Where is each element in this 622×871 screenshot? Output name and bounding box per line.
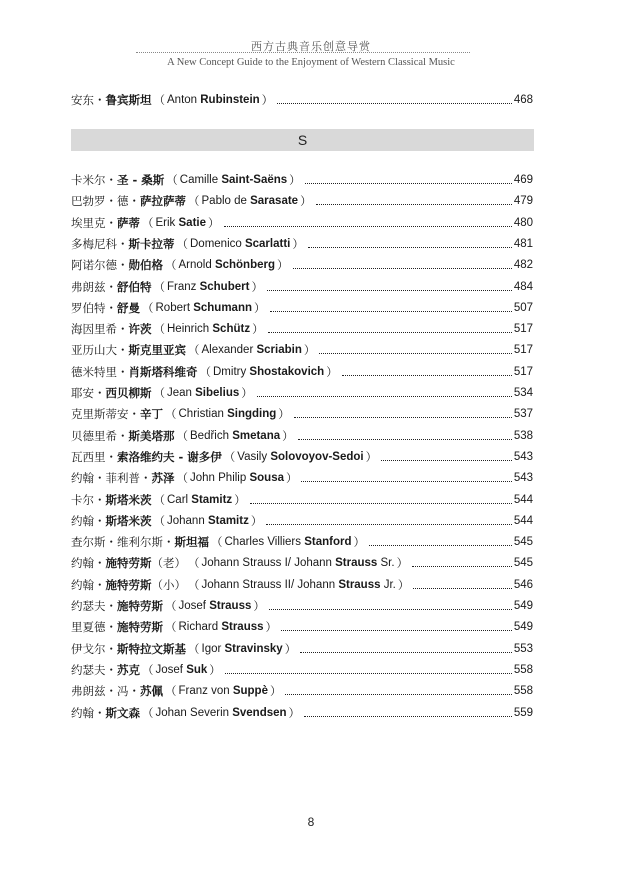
composer-name-english: Pablo de Sarasate <box>201 195 299 207</box>
dot-leader <box>381 460 512 461</box>
open-paren: （ <box>165 684 177 698</box>
page-reference: 517 <box>513 366 533 378</box>
composer-name-chinese: 耶安・西贝柳斯 <box>71 386 152 400</box>
close-paren: ） <box>365 450 378 464</box>
section-letter: S <box>297 132 308 148</box>
composer-name-english: John Philip Sousa <box>190 472 284 484</box>
composer-name-english: Bedřich Smetana <box>190 430 281 442</box>
index-entry[interactable] <box>71 555 533 571</box>
page-reference: 546 <box>513 579 533 591</box>
dot-leader <box>369 545 512 546</box>
composer-name-english: Camille Saint-Saëns <box>179 174 288 186</box>
dot-leader <box>305 183 512 184</box>
composer-name-chinese: 弗朗兹・冯・苏佩 <box>71 684 163 698</box>
index-entry[interactable] <box>71 364 533 380</box>
composer-name-chinese: 阿诺尔德・勋伯格 <box>71 258 163 272</box>
open-paren: （ <box>176 471 188 485</box>
dot-leader <box>225 673 512 674</box>
composer-name-chinese: 德米特里・肖斯塔科维奇 <box>71 365 198 379</box>
page-reference: 545 <box>513 557 533 569</box>
dot-leader <box>298 439 512 440</box>
index-entry[interactable] <box>71 406 533 422</box>
composer-name-english: Josef Strauss <box>178 600 252 612</box>
close-paren: ） <box>208 216 220 230</box>
composer-name-english: Franz Schubert <box>167 281 250 293</box>
composer-name-chinese: 约瑟夫・苏克 <box>71 663 140 677</box>
open-paren: （ <box>142 301 154 315</box>
close-paren: ） <box>396 556 409 570</box>
page-reference: 544 <box>513 494 533 506</box>
composer-name-chinese: 瓦西里・索洛维约夫 - 谢多伊 <box>71 450 222 464</box>
index-entry[interactable] <box>71 342 533 358</box>
open-paren: （ <box>188 642 200 656</box>
dot-leader <box>412 566 512 567</box>
composer-name-chinese: 卡尔・斯塔米茨 <box>71 493 152 507</box>
close-paren: ） <box>300 194 312 208</box>
page-reference: 468 <box>513 94 533 106</box>
dot-leader <box>257 396 512 397</box>
composer-name-english: Johann Strauss I/ Johann Strauss Sr. <box>201 557 395 569</box>
page-reference: 484 <box>513 281 533 293</box>
dot-leader <box>224 226 512 227</box>
page-reference: 545 <box>513 536 533 548</box>
open-paren: （ <box>211 535 223 549</box>
open-paren: （ <box>142 663 154 677</box>
index-entry[interactable] <box>71 385 533 401</box>
page-reference: 549 <box>513 600 533 612</box>
close-paren: ） <box>265 620 278 634</box>
open-paren: （ <box>153 280 165 294</box>
composer-name-chinese: 罗伯特・舒曼 <box>71 301 140 315</box>
dot-leader <box>300 652 512 653</box>
dot-leader <box>270 311 512 312</box>
close-paren: ） <box>397 578 410 592</box>
close-paren: ） <box>251 280 263 294</box>
dot-leader <box>281 630 512 631</box>
composer-name-chinese: 查尔斯・维利尔斯・斯坦福 <box>71 535 209 549</box>
composer-name-chinese: 约翰・菲利普・苏泽 <box>71 471 175 485</box>
index-entry[interactable] <box>71 577 533 593</box>
composer-name-chinese: 卡米尔・圣 - 桑斯 <box>71 173 165 187</box>
page-reference: 544 <box>513 515 533 527</box>
page-reference: 549 <box>513 621 533 633</box>
close-paren: ） <box>289 173 301 187</box>
composer-name-english: Alexander Scriabin <box>201 344 302 356</box>
open-paren: （ <box>188 556 200 570</box>
page-reference: 537 <box>513 408 533 420</box>
close-paren: ） <box>303 343 316 357</box>
close-paren: ） <box>250 514 263 528</box>
page-reference: 559 <box>513 707 533 719</box>
composer-name-chinese: 贝德里希・斯美塔那 <box>71 429 175 443</box>
section-letter-bar <box>71 129 534 151</box>
composer-name-chinese: 约翰・斯文森 <box>71 706 140 720</box>
dot-leader <box>293 268 512 269</box>
index-entry[interactable] <box>71 534 533 550</box>
index-entry[interactable] <box>71 619 533 635</box>
page-reference: 469 <box>513 174 533 186</box>
open-paren: （ <box>166 173 178 187</box>
page-reference: 507 <box>513 302 533 314</box>
page-reference: 479 <box>513 195 533 207</box>
close-paren: ） <box>234 493 246 507</box>
index-entry[interactable] <box>71 92 533 108</box>
close-paren: ） <box>292 237 304 251</box>
page-reference: 517 <box>513 323 533 335</box>
dot-leader <box>269 609 512 610</box>
index-entry[interactable] <box>71 236 533 252</box>
dot-leader <box>319 353 511 354</box>
open-paren: （ <box>188 194 200 208</box>
index-entry[interactable] <box>71 470 533 486</box>
composer-name-chinese: 约翰・斯塔米茨 <box>71 514 152 528</box>
composer-name-chinese: 多梅尼科・斯卡拉蒂 <box>71 237 175 251</box>
index-entry[interactable] <box>71 279 533 295</box>
open-paren: （ <box>176 237 188 251</box>
dot-leader <box>250 503 512 504</box>
open-paren: （ <box>188 578 200 592</box>
index-entry[interactable] <box>71 321 533 337</box>
index-entry[interactable] <box>71 449 533 465</box>
page-reference: 481 <box>513 238 533 250</box>
open-paren: （ <box>153 493 165 507</box>
close-paren: ） <box>326 365 338 379</box>
page-reference: 480 <box>513 217 533 229</box>
index-entry[interactable] <box>71 257 533 273</box>
close-paren: ） <box>282 429 294 443</box>
running-header-english: A New Concept Guide to the Enjoyment of Western Classical Music <box>167 57 455 68</box>
page-reference: 543 <box>513 451 533 463</box>
composer-name-english: Richard Strauss <box>178 621 264 633</box>
page-reference: 553 <box>513 643 533 655</box>
composer-name-english: Franz von Suppè <box>178 685 268 697</box>
page-reference: 534 <box>513 387 533 399</box>
dot-leader <box>267 290 512 291</box>
close-paren: ） <box>261 93 274 107</box>
close-paren: ） <box>278 407 290 421</box>
composer-name-chinese: 巴勃罗・德・萨拉萨蒂 <box>71 194 186 208</box>
running-header-chinese: 西方古典音乐创意导赏 <box>251 40 371 53</box>
composer-name-chinese: 安东・鲁宾斯坦 <box>71 93 152 107</box>
composer-name-english: Anton Rubinstein <box>167 94 260 106</box>
dot-leader <box>308 247 512 248</box>
index-entry[interactable] <box>71 215 533 231</box>
open-paren: （ <box>176 429 188 443</box>
page-reference: 538 <box>513 430 533 442</box>
composer-name-chinese: 埃里克・萨蒂 <box>71 216 140 230</box>
open-paren: （ <box>165 258 177 272</box>
index-entry[interactable] <box>71 300 533 316</box>
index-entry[interactable] <box>71 598 533 614</box>
dot-leader <box>294 417 512 418</box>
composer-name-chinese: 约翰・施特劳斯（小） <box>71 578 186 592</box>
composer-name-english: Johann Stamitz <box>167 515 249 527</box>
index-entry[interactable] <box>71 662 533 678</box>
close-paren: ） <box>284 642 297 656</box>
composer-name-english: Dmitry Shostakovich <box>213 366 325 378</box>
page-reference: 517 <box>513 344 533 356</box>
open-paren: （ <box>165 620 177 634</box>
index-entry[interactable] <box>71 193 533 209</box>
close-paren: ） <box>353 535 365 549</box>
composer-name-chinese: 克里斯蒂安・辛丁 <box>71 407 163 421</box>
dot-leader <box>266 524 511 525</box>
close-paren: ） <box>269 684 282 698</box>
page-reference: 558 <box>513 664 533 676</box>
page-reference: 558 <box>513 685 533 697</box>
composer-name-chinese: 弗朗兹・舒伯特 <box>71 280 152 294</box>
dot-leader <box>304 716 512 717</box>
index-entry[interactable] <box>71 705 533 721</box>
composer-name-english: Robert Schumann <box>155 302 253 314</box>
composer-name-chinese: 海因里希・许茨 <box>71 322 152 336</box>
dot-leader <box>413 588 511 589</box>
composer-name-english: Igor Stravinsky <box>201 643 283 655</box>
close-paren: ） <box>241 386 253 400</box>
composer-name-chinese: 里夏德・施特劳斯 <box>71 620 163 634</box>
open-paren: （ <box>223 450 236 464</box>
composer-name-english: Josef Suk <box>155 664 208 676</box>
composer-name-english: Erik Satie <box>155 217 206 229</box>
composer-name-chinese: 约瑟夫・施特劳斯 <box>71 599 163 613</box>
composer-name-english: Vasily Solovoyov-Sedoi <box>237 451 364 463</box>
close-paren: ） <box>209 663 221 677</box>
page-reference: 543 <box>513 472 533 484</box>
close-paren: ） <box>288 706 301 720</box>
dot-leader <box>301 481 511 482</box>
open-paren: （ <box>188 343 200 357</box>
page-reference: 482 <box>513 259 533 271</box>
dot-leader <box>285 694 511 695</box>
index-entry[interactable] <box>71 683 533 699</box>
open-paren: （ <box>199 365 211 379</box>
composer-name-english: Johann Strauss II/ Johann Strauss Jr. <box>201 579 396 591</box>
open-paren: （ <box>142 216 154 230</box>
close-paren: ） <box>253 599 265 613</box>
close-paren: ） <box>252 322 264 336</box>
composer-name-chinese: 亚历山大・斯克里亚宾 <box>71 343 186 357</box>
open-paren: （ <box>165 407 177 421</box>
close-paren: ） <box>285 471 298 485</box>
open-paren: （ <box>153 386 165 400</box>
composer-name-english: Arnold Schönberg <box>178 259 275 271</box>
composer-name-english: Johan Severin Svendsen <box>155 707 287 719</box>
dot-leader <box>277 103 512 104</box>
open-paren: （ <box>153 93 165 107</box>
composer-name-english: Christian Singding <box>178 408 277 420</box>
composer-name-chinese: 伊戈尔・斯特拉文斯基 <box>71 642 186 656</box>
index-entry[interactable] <box>71 492 533 508</box>
close-paren: ） <box>277 258 289 272</box>
index-entry[interactable] <box>71 428 533 444</box>
dot-leader <box>316 204 512 205</box>
index-entry[interactable] <box>71 172 533 188</box>
composer-name-english: Jean Sibelius <box>167 387 240 399</box>
open-paren: （ <box>153 514 165 528</box>
composer-name-english: Carl Stamitz <box>167 494 233 506</box>
index-entry[interactable] <box>71 513 533 529</box>
composer-name-english: Domenico Scarlatti <box>190 238 291 250</box>
page-number: 8 <box>307 815 315 829</box>
dot-leader <box>268 332 512 333</box>
index-entry[interactable] <box>71 641 533 657</box>
header-dotted-divider <box>136 52 470 53</box>
open-paren: （ <box>165 599 177 613</box>
composer-name-english: Charles Villiers Stanford <box>224 536 352 548</box>
open-paren: （ <box>142 706 154 720</box>
composer-name-english: Heinrich Schütz <box>167 323 251 335</box>
dot-leader <box>342 375 512 376</box>
composer-name-chinese: 约翰・施特劳斯（老） <box>71 556 186 570</box>
open-paren: （ <box>153 322 165 336</box>
close-paren: ） <box>254 301 266 315</box>
